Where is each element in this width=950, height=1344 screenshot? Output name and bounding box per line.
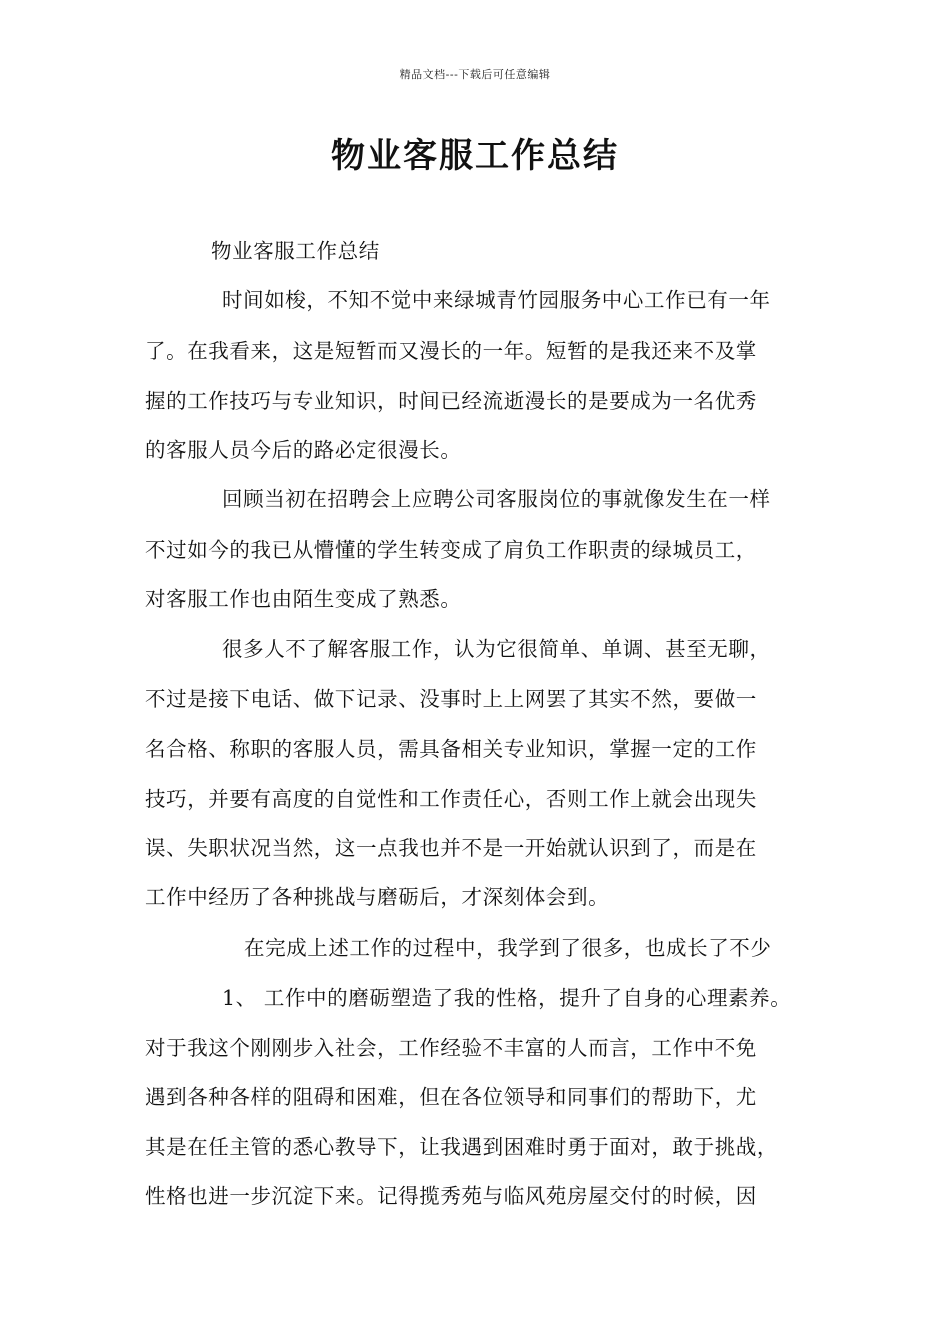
- body-line: 工作中经历了各种挑战与磨砺后，才深刻体会到。: [145, 885, 610, 909]
- body-line: 在完成上述工作的过程中，我学到了很多，也成长了不少: [244, 936, 772, 960]
- body-line: 的客服人员今后的路必定很漫长。: [145, 438, 462, 462]
- body-line: 握的工作技巧与专业知识，时间已经流逝漫长的是要成为一名优秀: [145, 389, 757, 413]
- document-header-note: 精品文档---下载后可任意编辑: [399, 68, 551, 81]
- body-line: 遇到各种各样的阻碍和困难，但在各位领导和同事们的帮助下，尤: [145, 1085, 757, 1109]
- body-line: 了。在我看来，这是短暂而又漫长的一年。短暂的是我还来不及掌: [145, 339, 757, 363]
- body-line: 对客服工作也由陌生变成了熟悉。: [145, 587, 462, 611]
- body-line: 技巧，并要有高度的自觉性和工作责任心，否则工作上就会出现失: [145, 787, 757, 811]
- body-line: 性格也进一步沉淀下来。记得揽秀苑与临风苑房屋交付的时候，因: [145, 1184, 757, 1208]
- body-line: 不过如今的我已从懵懂的学生转变成了肩负工作职责的绿城员工，: [145, 538, 757, 562]
- body-line: 不过是接下电话、做下记录、没事时上上网罢了其实不然，要做一: [145, 687, 757, 711]
- body-line: 名合格、称职的客服人员，需具备相关专业知识，掌握一定的工作: [145, 737, 757, 761]
- document-title: 物业客服工作总结: [331, 136, 619, 176]
- body-line: 物业客服工作总结: [211, 239, 380, 263]
- body-line: 很多人不了解客服工作，认为它很简单、单调、甚至无聊，: [222, 637, 771, 661]
- body-line: 误、失职状况当然，这一点我也并不是一开始就认识到了，而是在: [145, 836, 757, 860]
- body-line: 回顾当初在招聘会上应聘公司客服岗位的事就像发生在一样: [222, 487, 771, 511]
- body-line: 时间如梭，不知不觉中来绿城青竹园服务中心工作已有一年: [222, 288, 771, 312]
- body-line: 对于我这个刚刚步入社会，工作经验不丰富的人而言，工作中不免: [145, 1036, 757, 1060]
- list-item: 1、 工作中的磨砺塑造了我的性格，提升了自身的心理素养。: [222, 986, 792, 1010]
- body-line: 其是在任主管的悉心教导下，让我遇到困难时勇于面对，敢于挑战，: [145, 1135, 778, 1159]
